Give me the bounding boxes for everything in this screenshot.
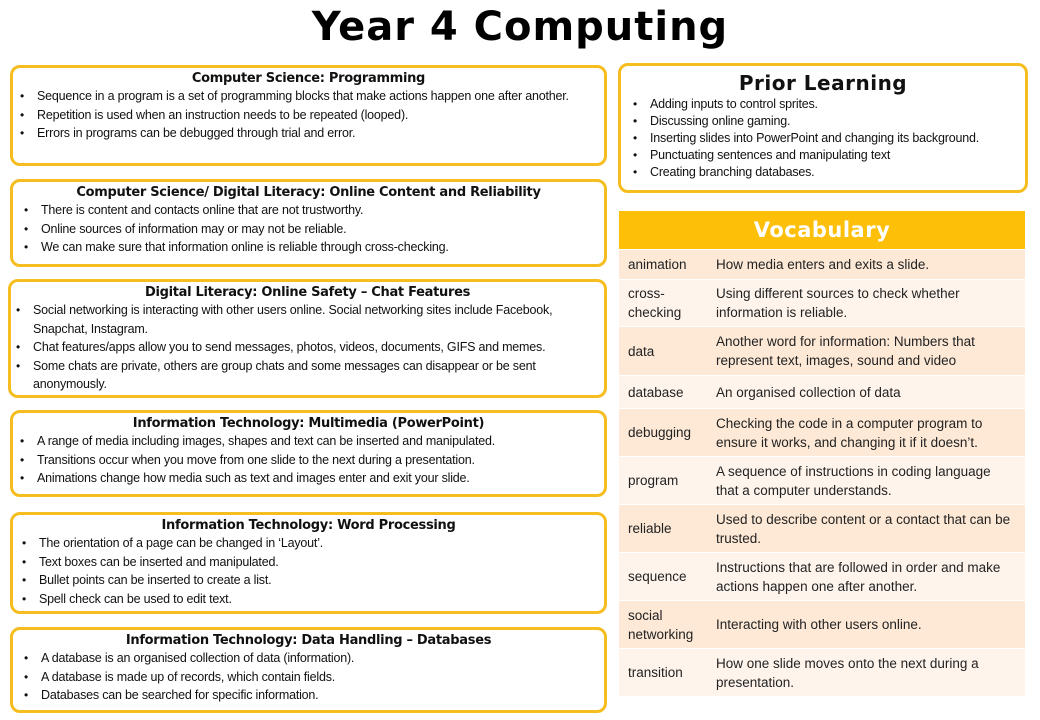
vocab-row [619, 504, 1025, 552]
bullet-item: • We can make sure that information online is reliable through cross-checking. [41, 238, 604, 257]
bullet-list [13, 87, 604, 143]
bullet-item: • Transitions occur when you move from one slide to the next during a presentation. [37, 451, 604, 470]
bullet-list [621, 96, 1025, 181]
bullet-list [13, 201, 604, 257]
bullet-item: • The orientation of a page can be changed in ‘Layout’. [39, 534, 604, 553]
prior-learning-panel [618, 63, 1028, 193]
section-multimedia [10, 410, 607, 497]
vocab-term: database [628, 384, 684, 400]
bullet-item: • Chat features/apps allow you to send messages, photos, videos, documents, GIFS and memes. [33, 338, 604, 357]
bullet-item: • Databases can be searched for specific information. [41, 686, 604, 705]
bullet-item: • Inserting slides into PowerPoint and changing its background. [650, 130, 1025, 147]
vocab-row [619, 326, 1025, 375]
section-heading: Computer Science: Programming [191, 71, 426, 86]
vocab-definition: How media enters and exits a slide. [716, 257, 930, 272]
section-heading: Information Technology: Multimedia (PowerPoint) [132, 416, 485, 431]
vocab-row [619, 456, 1025, 504]
vocab-term: reliable [628, 521, 672, 536]
bullet-item: • Errors in programs can be debugged through trial and error. [37, 124, 604, 143]
vocab-definition: An organised collection of data [716, 384, 901, 400]
bullet-item: • A database is an organised collection of data (information). [41, 649, 604, 668]
page-title: Year 4 Computing [311, 4, 729, 50]
vocab-row [619, 375, 1025, 408]
section-online-safety [8, 279, 607, 398]
bullet-item: • Bullet points can be inserted to create a list. [39, 571, 604, 590]
bullet-item: • Creating branching databases. [650, 164, 1025, 181]
section-heading: Information Technology: Data Handling – Databases [125, 633, 492, 648]
bullet-item: • Some chats are private, others are group chats and some messages can disappear or be sent anonymously. [33, 357, 604, 394]
vocab-definition: Checking the code in a computer program to ensure it works, and changing it if it doesn’t. [716, 415, 983, 450]
vocab-definition: A sequence of instructions in coding language that a computer understands. [716, 463, 991, 498]
section-heading: Computer Science/ Digital Literacy: Online Content and Reliability [76, 185, 541, 200]
vocab-row [619, 552, 1025, 600]
vocab-row [619, 600, 1025, 648]
vocab-row [619, 408, 1025, 456]
vocab-definition: Used to describe content or a contact that can be trusted. [716, 511, 1011, 546]
vocab-term: program [628, 473, 679, 488]
bullet-item: • There is content and contacts online that are not trustworthy. [41, 201, 604, 220]
section-databases [10, 627, 607, 713]
vocab-term: cross-checking [628, 286, 682, 320]
bullet-item: • Punctuating sentences and manipulating text [650, 147, 1025, 164]
bullet-list [11, 301, 604, 394]
bullet-item: • Sequence in a program is a set of programming blocks that make actions happen one after another. [37, 87, 604, 106]
vocab-term: animation [628, 257, 687, 272]
bullet-item: • Adding inputs to control sprites. [650, 96, 1025, 113]
vocab-term: transition [628, 665, 683, 680]
bullet-item: • Text boxes can be inserted and manipulated. [39, 553, 604, 572]
bullet-item: • Repetition is used when an instruction needs to be repeated (looped). [37, 106, 604, 125]
bullet-item: • Online sources of information may or may not be reliable. [41, 220, 604, 239]
vocab-term: data [628, 343, 655, 359]
vocab-definition: How one slide moves onto the next during a presentation. [716, 655, 979, 690]
bullet-item: • Spell check can be used to edit text. [39, 590, 604, 609]
vocab-term: debugging [628, 425, 692, 440]
section-heading: Digital Literacy: Online Safety – Chat Features [144, 285, 471, 300]
bullet-item: • Animations change how media such as text and images enter and exit your slide. [37, 469, 604, 488]
vocab-term: sequence [628, 569, 687, 584]
prior-learning-heading: Prior Learning [738, 71, 908, 95]
vocab-row [619, 648, 1025, 696]
bullet-list [13, 649, 604, 705]
bullet-list [13, 432, 604, 488]
section-programming [10, 65, 607, 166]
vocab-term: social networking [628, 607, 694, 642]
vocab-definition: Using different sources to check whether information is reliable. [716, 286, 960, 320]
vocab-row [619, 279, 1025, 326]
vocab-definition: Instructions that are followed in order and make actions happen one after another. [716, 559, 1001, 594]
bullet-item: • A database is made up of records, which contain fields. [41, 668, 604, 687]
vocabulary-table [619, 211, 1025, 696]
section-heading: Information Technology: Word Processing [161, 518, 456, 533]
bullet-item: • A range of media including images, shapes and text can be inserted and manipulated. [37, 432, 604, 451]
section-online-content [10, 179, 607, 267]
vocab-definition: Interacting with other users online. [716, 617, 922, 632]
bullet-list [13, 534, 604, 608]
vocab-definition: Another word for information: Numbers that represent text, images, sound and video [716, 334, 975, 368]
vocabulary-heading: Vocabulary [619, 211, 1025, 249]
vocab-row [619, 249, 1025, 279]
bullet-item: • Discussing online gaming. [650, 113, 1025, 130]
section-word-processing [10, 512, 607, 614]
bullet-item: • Social networking is interacting with other users online. Social networking sites include Facebook, Snapchat, Instagram. [33, 301, 604, 338]
